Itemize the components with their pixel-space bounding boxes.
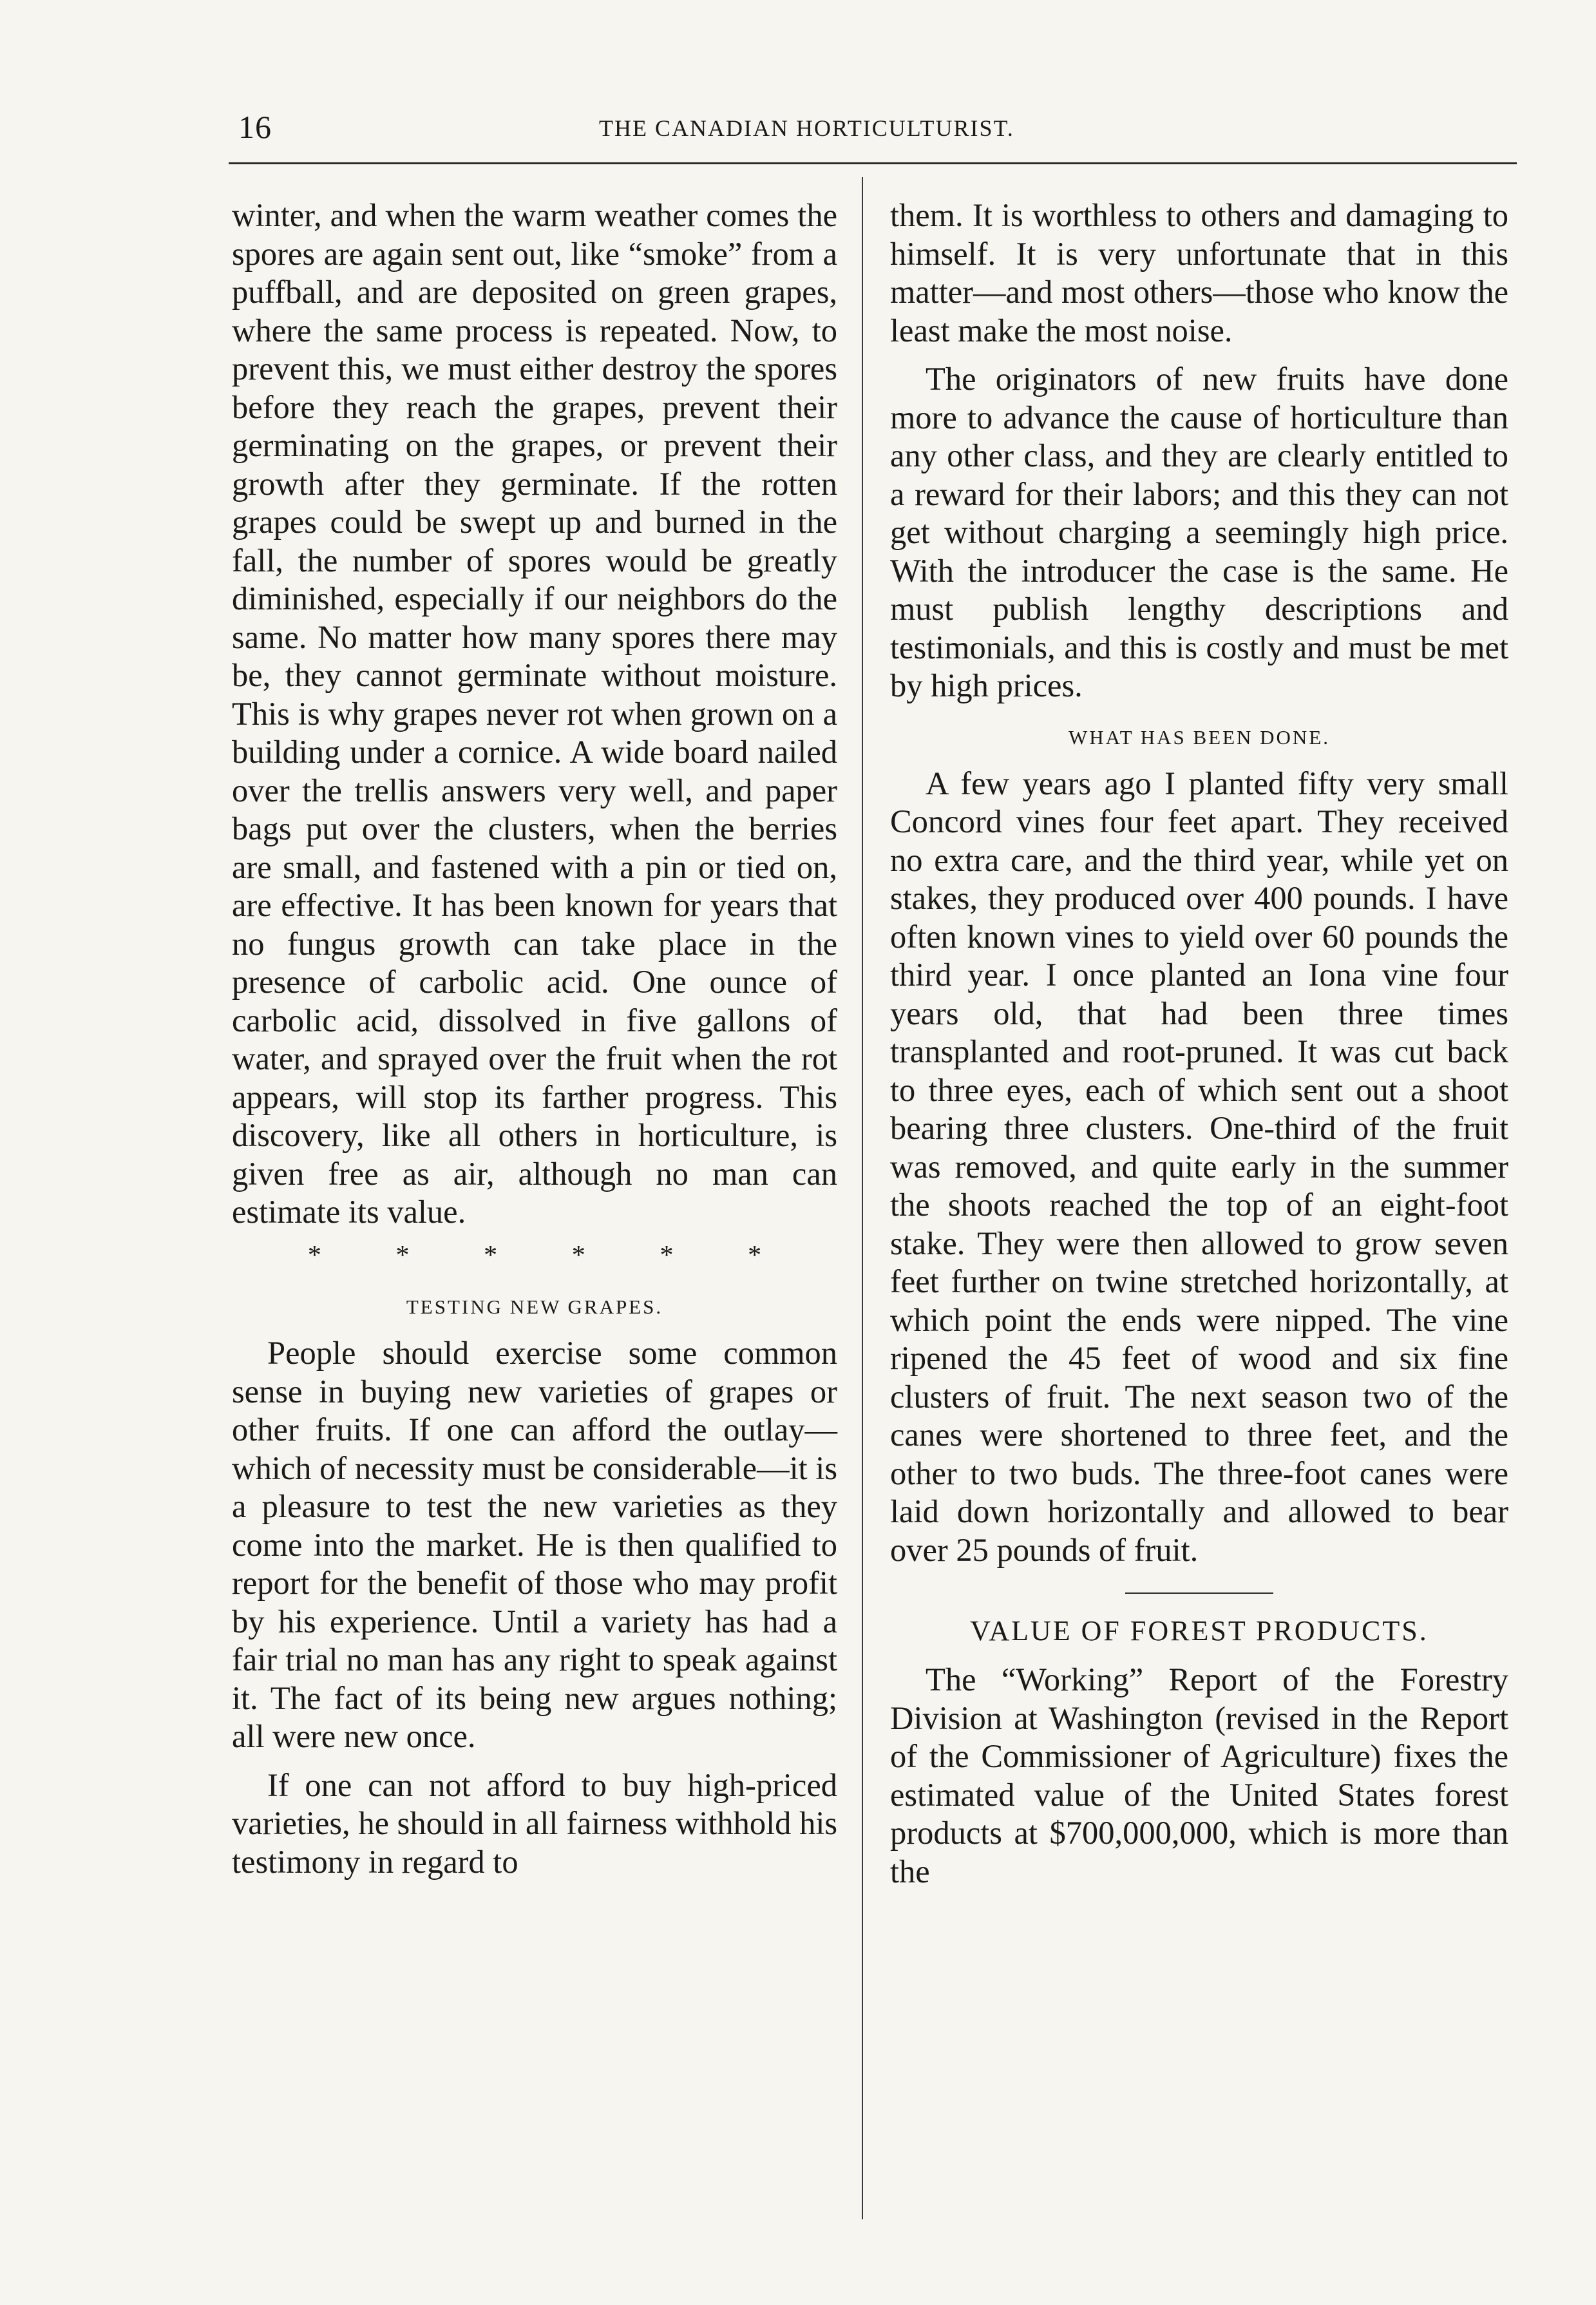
running-title: THE CANADIAN HORTICULTURIST. xyxy=(599,115,1014,141)
left-column xyxy=(232,196,837,1881)
page-number: 16 xyxy=(238,109,272,145)
heading-value-of-forest-products: VALUE OF FOREST PRODUCTS. xyxy=(970,1615,1429,1647)
paragraph-forest-products: The “Working” Report of the Forestry Division at Washington (revised in the Report of the Commissioner of Agriculture) fixes the estimated value of the United States forest products at $700,000,000, which is more than the xyxy=(890,1661,1508,1889)
paragraph-testing-1: People should exercise some common sense in buying new varieties of grapes or other fruits. If one can afford the outlay—which of necessity must be considerable—it is a pleasure to test the new varieties as they come into the market. He is then qualified to report for the benefit of those who may profit by his experience. Until a variety has had a fair trial no man has any right to speak against it. The fact of its being new argues nothing; all were new once. xyxy=(232,1335,837,1754)
paragraph-what-has-been-done: A few years ago I planted fifty very small Concord vines four feet apart. They received no extra care, and the third year, while yet on stakes, they produced over 400 pounds. I have often known vines to yield over 60 pounds the third year. I once planted an Iona vine four years old, that had been three times transplanted and root-pruned. It was cut back to three eyes, each of which sent out a shoot bearing three clusters. One-third of the fruit was removed, and quite early in the summer the shoots reached the top of an eight-foot stake. They were then allowed to grow seven feet further on twine stretched horizontally, at which point the ends were nipped. The vine ripened the 45 feet of wood and six fine clusters of fruit. The next season two of the canes were shortened to three feet, and the other to two buds. The three-foot canes were laid down horizontally and allowed to bear over 25 pounds of fruit. xyxy=(890,765,1508,1568)
asterisk: * xyxy=(307,1240,321,1270)
section-rule xyxy=(1125,1592,1273,1594)
page-header xyxy=(232,108,1517,153)
column-divider xyxy=(862,177,863,2219)
asterisk: * xyxy=(660,1240,674,1270)
right-column xyxy=(890,196,1508,1891)
paragraph-testing-2: If one can not afford to buy high-priced varieties, he should in all fairness withhold his testimony in regard to xyxy=(232,1766,837,1880)
asterisk: * xyxy=(748,1240,762,1270)
heading-what-has-been-done: WHAT HAS BEEN DONE. xyxy=(1068,725,1331,749)
paragraph-originators: The originators of new fruits have done more to advance the cause of horticulture than any other class, and they are clearly entitled to a reward for their labors; and this they can not get without charging a seemingly high price. With the introducer the case is the same. He must publish lengthy descriptions and testimonials, and this is costly and must be met by high prices. xyxy=(890,361,1508,703)
heading-testing-new-grapes: TESTING NEW GRAPES. xyxy=(406,1296,663,1318)
header-rule xyxy=(229,162,1517,164)
asterisk: * xyxy=(395,1240,410,1270)
asterism-divider xyxy=(232,1237,837,1276)
right-paragraph-continued: them. It is worthless to others and damaging to himself. It is very unfortunate that in this matter—and most others—those who know the least make the most noise. xyxy=(890,197,1508,349)
asterisk: * xyxy=(571,1240,585,1270)
left-paragraph-continued: winter, and when the warm weather comes the spores are again sent out, like “smoke” from a puffball, and are deposited on green grapes, where the same process is repeated. Now, to prevent this, we must either destroy the spores before they reach the grapes, prevent their germinating on the grapes, or prevent their growth after they germinate. If the rotten grapes could be swept up and burned in the fall, the number of spores would be greatly diminished, especially if our neighbors do the same. No matter how many spores there may be, they cannot germinate without moisture. This is why grapes never rot when grown on a building under a cornice. A wide board nailed over the trellis answers very well, and paper bags put over the clusters, when the berries are small, and fastened with a pin or tied on, are effective. It has been known for years that no fungus growth can take place in the presence of carbolic acid. One ounce of carbolic acid, dissolved in five gallons of water, and sprayed over the fruit when the rot appears, will stop its farther progress. This discovery, like all others in horticulture, is given free as air, although no man can estimate its value. xyxy=(232,197,837,1230)
asterisk: * xyxy=(484,1240,498,1270)
